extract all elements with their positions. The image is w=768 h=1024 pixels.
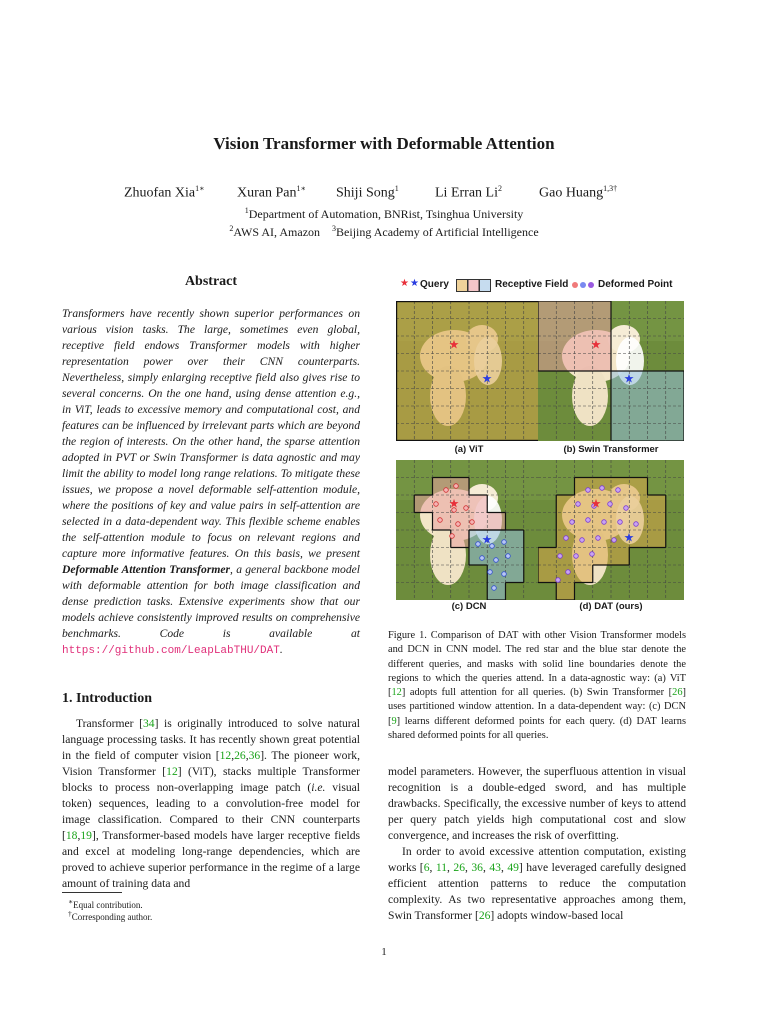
deformed-point-shared	[616, 488, 621, 493]
deformed-dots-icon	[572, 280, 596, 293]
receptive-field-cell	[451, 406, 469, 424]
receptive-field-cell	[414, 371, 432, 389]
receptive-field-cell	[469, 354, 487, 372]
citation-link[interactable]: 26	[478, 909, 491, 922]
receptive-field-cell	[506, 530, 524, 548]
figure-panel-dcn	[396, 460, 542, 600]
receptive-field-cell	[593, 301, 611, 319]
receptive-field-cell	[433, 354, 451, 372]
introduction-paragraph: Transformer [34] is originally introduced to solve natural language processing tasks. It has recently shown great potential in the field of computer vision [12,26,36]. The pioneer work, Vision Transformer [12] (ViT), stacks multiple Transformer blocks to process non-overlapping image patch (i.e. visual token) sequences, leading to a convolution-free model for image classification. Compared to their CNN counterparts [18,19], Transformer-based models have larger receptive fields and excel at modeling long-range dependencies, which are proved to achieve superior performance in the regime of a large amount of training data and	[62, 717, 361, 890]
affiliation-line: $^1$Department of Automation, BNRist, Tsinghua University	[244, 206, 524, 221]
deformed-point-shared	[580, 538, 585, 543]
receptive-field-cell	[538, 319, 556, 337]
query-star-blue: ★	[623, 371, 635, 386]
receptive-field-cell	[396, 354, 414, 372]
receptive-field-cell	[487, 424, 505, 442]
receptive-field-cell	[538, 301, 556, 319]
receptive-field-cell	[451, 319, 469, 337]
citation-link[interactable]: 26	[453, 861, 465, 874]
receptive-field-cell	[666, 406, 684, 424]
query-star-blue: ★	[481, 532, 493, 547]
citation-link[interactable]: 34	[142, 717, 155, 730]
citation-link[interactable]: 43	[489, 861, 501, 874]
deformed-point-blue	[492, 586, 497, 591]
receptive-field-cell	[538, 548, 556, 566]
panel-label-vit: (a) ViT	[454, 444, 484, 455]
receptive-field-cell	[396, 371, 414, 389]
deformed-point-shared	[612, 538, 617, 543]
receptive-field-cell	[629, 424, 647, 442]
deformed-point-shared	[634, 522, 639, 527]
body-paragraph: model parameters. However, the superfluous attention in visual recognition is a double-edged sword, and has multiple drawbacks. Specifically, the excessive number of keys to attend per query patch yields high computational cost and slow convergence, and increases the risk of overfitting.	[388, 765, 686, 842]
paper-title: Vision Transformer with Deformable Attention	[213, 134, 555, 153]
receptive-field-cell	[451, 530, 469, 548]
deformed-point-shared	[602, 520, 607, 525]
receptive-field-cell	[487, 406, 505, 424]
receptive-field-cell	[487, 301, 505, 319]
author: Li Erran Li$^2$	[435, 184, 502, 201]
panel-svg-swin	[538, 301, 684, 441]
receptive-field-cell	[593, 319, 611, 337]
footnote: ∗Equal contribution.	[68, 897, 143, 910]
query-star-red: ★	[448, 337, 460, 352]
citation-link[interactable]: 19	[80, 829, 92, 842]
body-paragraph: In order to avoid excessive attention computation, existing works [6, 11, 26, 36, 43, 49] have leveraged carefully designed efficient attention patterns to reduce the computation complexity. As two representative approaches among them, Swin Transformer [26] adopts window-based local	[388, 845, 687, 922]
receptive-field-cell	[611, 406, 629, 424]
deformed-point-shared	[556, 578, 561, 583]
receptive-field-cell	[469, 336, 487, 354]
receptive-field-cell	[506, 406, 524, 424]
author: Zhuofan Xia$^{1∗}$	[124, 184, 205, 201]
receptive-field-cell	[451, 371, 469, 389]
receptive-field-cell	[414, 301, 432, 319]
receptive-field-cell	[451, 513, 469, 531]
deformed-point-shared	[566, 570, 571, 575]
citation-link[interactable]: 12	[166, 765, 178, 778]
receptive-field-cell	[648, 530, 666, 548]
receptive-field-cell	[396, 424, 414, 442]
deformed-point-red	[456, 522, 461, 527]
receptive-field-cell	[414, 319, 432, 337]
figure-panel-dat	[538, 460, 684, 600]
receptive-field-cell	[556, 583, 574, 601]
query-star-blue: ★	[481, 371, 493, 386]
receptive-field-cell	[538, 565, 556, 583]
panel-label-dcn: (c) DCN	[451, 601, 487, 612]
receptive-field-cell	[469, 406, 487, 424]
deformed-point-shared	[590, 552, 595, 557]
receptive-field-cell	[611, 389, 629, 407]
receptive-field-cell	[648, 424, 666, 442]
deformed-point-shared	[624, 506, 629, 511]
citation-link[interactable]: 9	[391, 715, 397, 727]
deformed-point-shared	[576, 502, 581, 507]
receptive-field-cell	[451, 354, 469, 372]
receptive-field-cell	[396, 389, 414, 407]
deformed-point-red	[450, 534, 455, 539]
deformed-point-shared	[600, 486, 605, 491]
receptive-field-cell	[666, 389, 684, 407]
receptive-field-cell	[648, 389, 666, 407]
receptive-field-cell	[538, 354, 556, 372]
legend-deformed-label: Deformed Point	[598, 279, 673, 290]
deformed-point-shared	[608, 502, 613, 507]
figure-caption: Figure 1. Comparison of DAT with other Vision Transformer models and DCN in CNN model. The red star and the blue star denote the different queries, and masks with solid line boundaries denote the regions to which the queries attend. In a data-agnostic way: (a) ViT [12] adopts full attention for all queries. (b) Swin Transformer [26] uses partitioned window attention. In a data-dependent way: (c) DCN [9] learns different deformed points for each query. (d) DAT learns shared deformed points for all queries.	[388, 630, 686, 742]
receptive-field-cell	[414, 424, 432, 442]
receptive-field-cell	[433, 389, 451, 407]
section-heading-introduction: 1. Introduction	[62, 691, 152, 706]
receptive-field-cell	[433, 371, 451, 389]
deformed-point-blue	[502, 540, 507, 545]
receptive-field-cell	[433, 301, 451, 319]
receptive-field-cell	[487, 513, 505, 531]
receptive-field-cell	[666, 371, 684, 389]
receptive-field-cell	[575, 565, 593, 583]
deformed-point-red	[470, 520, 475, 525]
receptive-field-cell	[487, 336, 505, 354]
citation-link[interactable]: 12	[219, 749, 232, 762]
receptive-field-cell	[487, 354, 505, 372]
receptive-field-cell	[593, 354, 611, 372]
receptive-field-cell	[506, 354, 524, 372]
legend-query-label: Query	[420, 279, 449, 290]
receptive-field-cell	[451, 389, 469, 407]
deformed-point-blue	[480, 556, 485, 561]
receptive-field-cell	[451, 301, 469, 319]
receptive-field-cell	[414, 354, 432, 372]
deformed-point-shared	[618, 520, 623, 525]
query-star-red: ★	[590, 337, 602, 352]
receptive-field-cell	[556, 301, 574, 319]
author: Shiji Song$^1$	[336, 184, 399, 201]
citation-link[interactable]: 36	[471, 861, 483, 874]
receptive-field-cell	[506, 389, 524, 407]
panel-svg-vit	[396, 301, 542, 441]
receptive-field-swatch-icon	[456, 279, 492, 295]
receptive-field-cell	[469, 495, 487, 513]
query-star-red: ★	[448, 496, 460, 511]
deformed-point-blue	[506, 554, 511, 559]
dog-leg	[572, 366, 608, 426]
receptive-field-cell	[414, 495, 432, 513]
receptive-field-cell	[506, 424, 524, 442]
footnote: †Corresponding author.	[68, 909, 153, 922]
deformed-point-shared	[564, 536, 569, 541]
receptive-field-cell	[396, 406, 414, 424]
receptive-field-cell	[506, 336, 524, 354]
receptive-field-cell	[396, 301, 414, 319]
deformed-point-red	[444, 488, 449, 493]
receptive-field-cell	[648, 406, 666, 424]
receptive-field-cell	[648, 371, 666, 389]
red-star-icon: ★	[400, 278, 409, 289]
citation-link[interactable]: 36	[248, 749, 261, 762]
receptive-field-cell	[469, 424, 487, 442]
deformed-point-shared	[596, 536, 601, 541]
panel-label-dat: (d) DAT (ours)	[579, 601, 643, 612]
deformed-point-red	[454, 484, 459, 489]
receptive-field-cell	[451, 424, 469, 442]
receptive-field-cell	[396, 336, 414, 354]
receptive-field-cell	[575, 354, 593, 372]
deformed-point-red	[438, 518, 443, 523]
citation-link[interactable]: 11	[435, 861, 448, 874]
receptive-field-cell	[666, 424, 684, 442]
figure-panel-vit	[396, 301, 542, 441]
code-link[interactable]: https://github.com/LeapLabTHU/DAT	[62, 645, 280, 657]
deformed-point-blue	[476, 542, 481, 547]
receptive-field-cell	[469, 548, 487, 566]
panel-label-swin: (b) Swin Transformer	[563, 444, 659, 455]
page-number: 1	[381, 946, 387, 958]
receptive-field-cell	[469, 389, 487, 407]
receptive-field-cell	[629, 478, 647, 496]
receptive-field-cell	[629, 495, 647, 513]
receptive-field-cell	[469, 301, 487, 319]
receptive-field-cell	[611, 424, 629, 442]
receptive-field-cell	[506, 301, 524, 319]
citation-link[interactable]: 18	[65, 829, 78, 842]
receptive-field-cell	[433, 406, 451, 424]
deformed-point-red	[434, 502, 439, 507]
receptive-field-cell	[487, 319, 505, 337]
deformed-point-shared	[586, 488, 591, 493]
receptive-field-cell	[414, 406, 432, 424]
receptive-field-cell	[611, 548, 629, 566]
citation-link[interactable]: 6	[423, 861, 430, 874]
citation-link[interactable]: 26	[234, 749, 246, 762]
receptive-field-cell	[556, 354, 574, 372]
footnote-rule	[62, 892, 122, 893]
deformed-point-blue	[502, 572, 507, 577]
deformed-point-shared	[558, 554, 563, 559]
receptive-field-cell	[556, 336, 574, 354]
receptive-field-cell	[648, 513, 666, 531]
query-star-blue: ★	[623, 530, 635, 545]
figure-panel-swin	[538, 301, 684, 441]
receptive-field-cell	[575, 319, 593, 337]
receptive-field-cell	[593, 548, 611, 566]
deformed-point-shared	[570, 520, 575, 525]
receptive-field-cell	[433, 478, 451, 496]
author: Gao Huang$^{1,3\dagger}$	[539, 184, 618, 201]
abstract-heading: Abstract	[184, 274, 238, 289]
receptive-field-cell	[629, 513, 647, 531]
citation-link[interactable]: 49	[507, 861, 519, 874]
receptive-field-cell	[575, 478, 593, 496]
receptive-field-cell	[487, 583, 505, 601]
figure-legend	[396, 278, 686, 294]
receptive-field-cell	[414, 336, 432, 354]
right-column-body	[388, 764, 686, 924]
deformed-point-blue	[494, 558, 499, 563]
author: Xuran Pan$^{1∗}$	[237, 184, 306, 201]
receptive-field-cell	[629, 389, 647, 407]
receptive-field-cell	[629, 406, 647, 424]
receptive-field-cell	[538, 336, 556, 354]
receptive-field-cell	[414, 389, 432, 407]
receptive-field-cell	[433, 319, 451, 337]
panel-svg-dat	[538, 460, 684, 600]
receptive-field-cell	[556, 495, 574, 513]
receptive-field-cell	[506, 319, 524, 337]
receptive-field-cell	[506, 371, 524, 389]
affiliation-line: $^2$AWS AI, Amazon $^3$Beijing Academy of Artificial Intelligence	[229, 224, 539, 239]
panel-svg-dcn	[396, 460, 542, 600]
deformed-point-shared	[574, 554, 579, 559]
receptive-field-cell	[611, 478, 629, 496]
blue-star-icon: ★	[410, 278, 419, 289]
receptive-field-cell	[648, 495, 666, 513]
receptive-field-cell	[506, 565, 524, 583]
citation-link[interactable]: 12	[391, 687, 402, 699]
citation-link[interactable]: 26	[672, 687, 683, 699]
deformed-point-shared	[586, 518, 591, 523]
abstract-body: Transformers have recently shown superior performances on various vision tasks. The large, sometimes even global, receptive field endows Transformer models with higher representation power over their CNN counterparts. Nevertheless, simply enlarging receptive field also gives rise to several concerns. On the one hand, using dense attention e.g., in ViT, leads to excessive memory and computational cost, and features can be influenced by irrelevant parts which are beyond the region of interests. On the other hand, the sparse attention adopted in PVT or Swin Transformer is data agnostic and may limit the ability to model long range relations. To mitigate these issues, we propose a novel deformable self-attention module, where the positions of key and value pairs in self-attention are selected in a data-dependent way. This flexible scheme enables the self-attention module to focus on relevant regions and capture more informative features. On this basis, we present Deformable Attention Transformer, a general backbone model with deformable attention for both image classification and dense prediction tasks. Extensive experiments show that our models achieve consistently improved results on comprehensive benchmarks. Code is available at https://github.com/LeapLabTHU/DAT.	[62, 307, 360, 657]
legend-receptive-label: Receptive Field	[495, 279, 569, 290]
query-star-red: ★	[590, 496, 602, 511]
receptive-field-cell	[433, 424, 451, 442]
receptive-field-cell	[556, 319, 574, 337]
model-name: Deformable Attention Transformer	[62, 563, 231, 576]
receptive-field-cell	[575, 301, 593, 319]
receptive-field-cell	[487, 389, 505, 407]
receptive-field-cell	[469, 319, 487, 337]
deformed-point-blue	[488, 570, 493, 575]
deformed-point-red	[464, 506, 469, 511]
receptive-field-cell	[396, 319, 414, 337]
